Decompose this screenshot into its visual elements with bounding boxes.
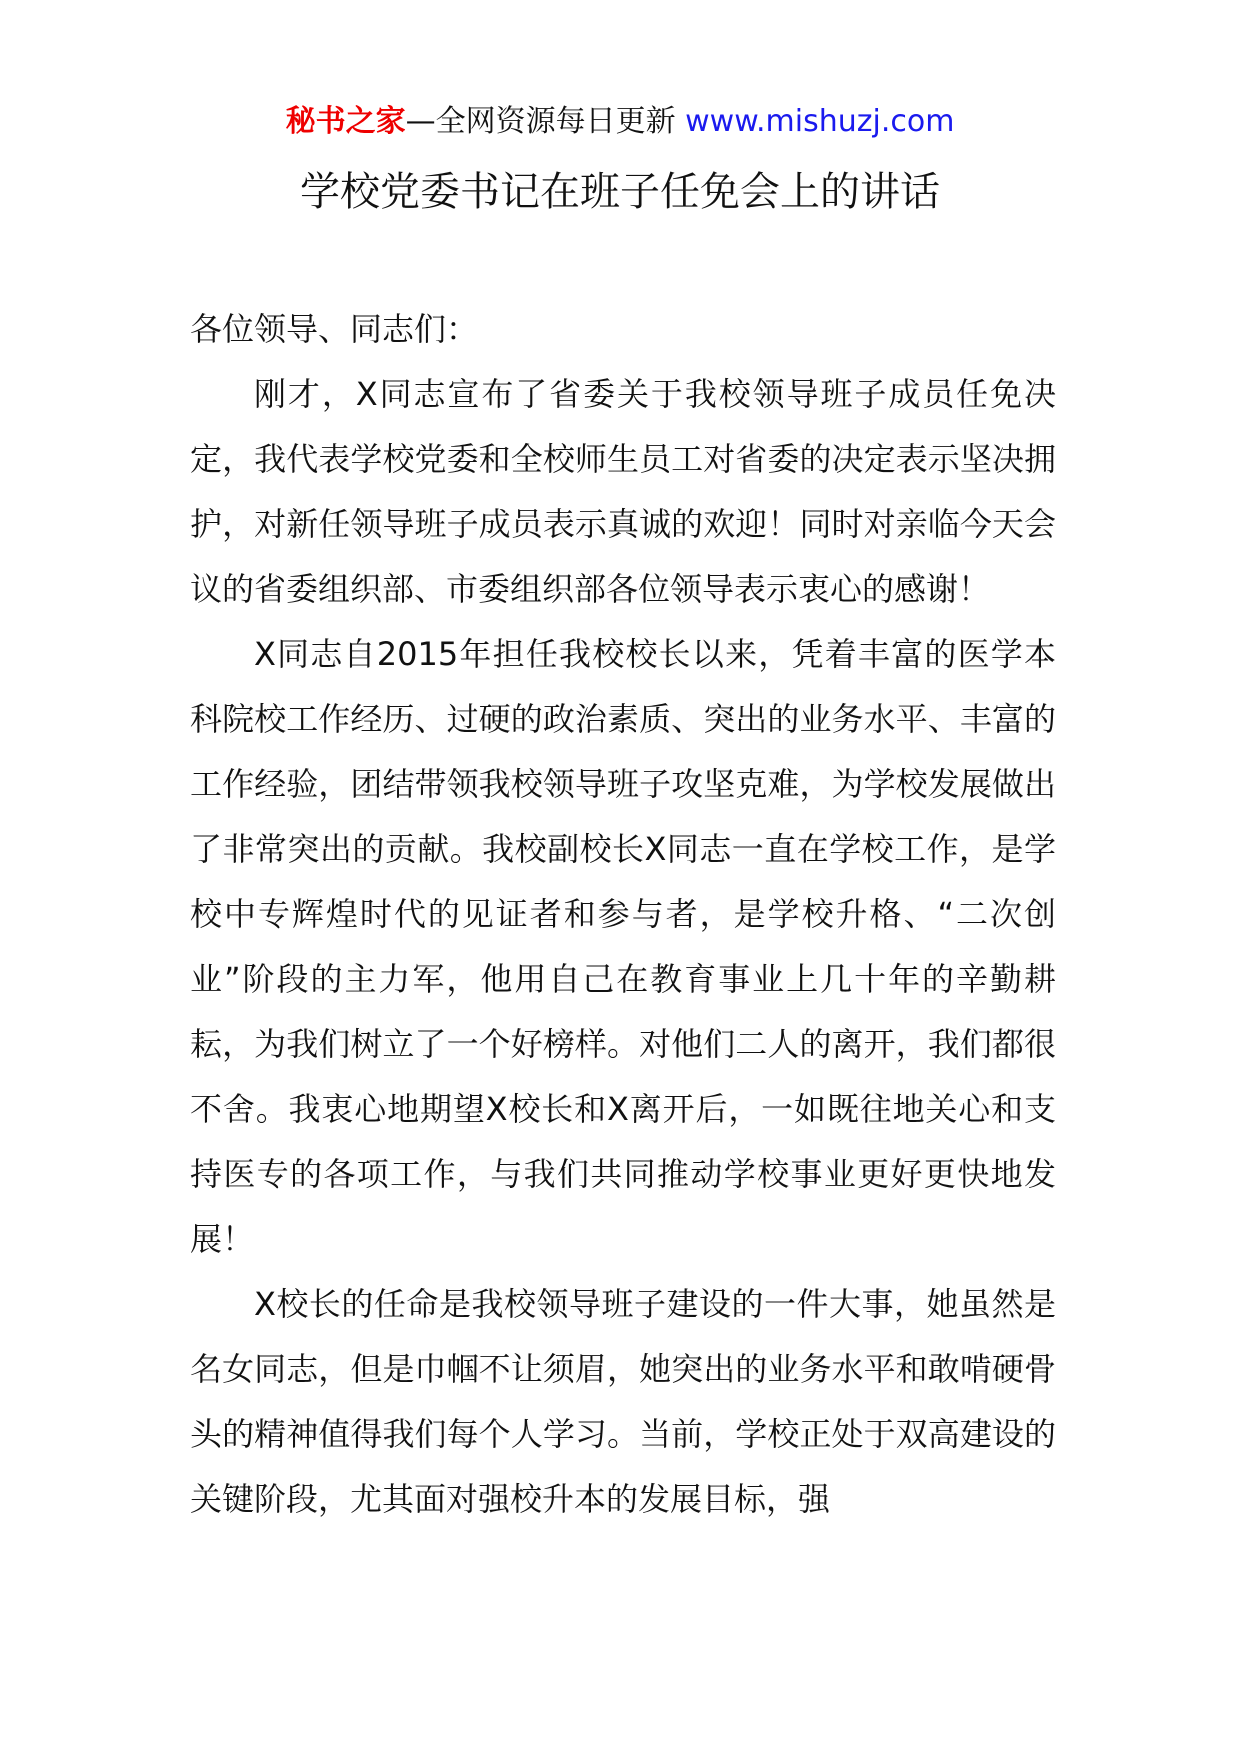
site-tagline: —全网资源每日更新 <box>405 104 676 139</box>
site-header <box>0 102 1240 142</box>
paragraph: X同志自2015年担任我校校长以来，凭着丰富的医学本科院校工作经历、过硬的政治素质、突出的业务水平、丰富的工作经验，团结带领我校领导班子攻坚克难，为学校发展做出了非常突出的贡献。我校副校长X同志一直在学校工作，是学校中专辉煌时代的见证者和参与者，是学校升格、“二次创业”阶段的主力军，他用自己在教育事业上几十年的辛勤耕耘，为我们树立了一个好榜样。对他们二人的离开，我们都很不舍。我衷心地期望X校长和X离开后，一如既往地关心和支持医专的各项工作，与我们共同推动学校事业更好更快地发展！ <box>190 635 1056 1258</box>
document-body <box>190 297 1056 1532</box>
paragraph: 刚才，X同志宣布了省委关于我校领导班子成员任免决定，我代表学校党委和全校师生员工对省委的决定表示坚决拥护，对新任领导班子成员表示真诚的欢迎！同时对亲临今天会议的省委组织部、市委组织部各位领导表示衷心的感谢！ <box>190 375 1056 608</box>
document-title: 学校党委书记在班子任免会上的讲话 <box>300 169 940 215</box>
site-brand: 秘书之家 <box>285 104 406 139</box>
site-url-link[interactable]: www.mishuzj.com <box>685 104 955 139</box>
paragraph: X校长的任命是我校领导班子建设的一件大事，她虽然是名女同志，但是巾帼不让须眉，她突出的业务水平和敢啃硬骨头的精神值得我们每个人学习。当前，学校正处于双高建设的关键阶段，尤其面对强校升本的发展目标，强 <box>190 1285 1056 1518</box>
salutation: 各位领导、同志们： <box>190 310 479 348</box>
